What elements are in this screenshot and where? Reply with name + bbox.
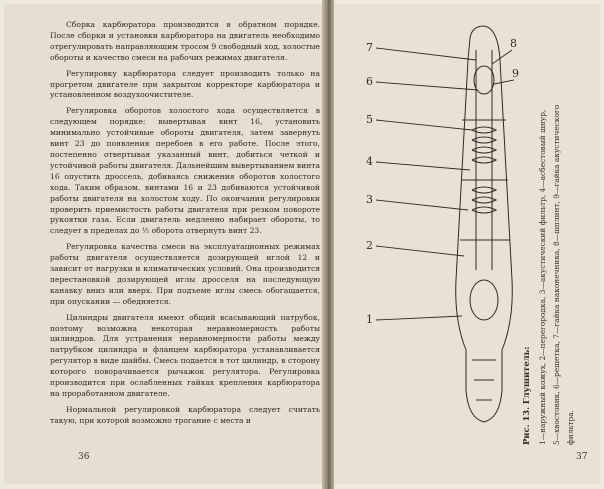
muffler-figure <box>352 20 522 440</box>
tail-pipe-shape <box>472 360 496 400</box>
page-number-right: 37 <box>576 452 588 462</box>
caption-line-1: 1—наружный кожух, 2—перегородка, 3—акустический фильтр, 4—асбестовый шнур, <box>538 109 547 445</box>
caption-title: Рис. 13. Глушитель: <box>521 346 531 445</box>
caption-line-2: 5—хвостовик, 6—решетка, 7—гайка наконечника, 8—шплинт, 9—гайка акустического <box>552 104 561 445</box>
callout-7: 7 <box>366 41 373 54</box>
paragraph-cylinders: Цилиндры двигателя имеют общий всасывающий патрубок, поэтому возможна некоторая неравномерность работы цилиндров. Для устранения неравномерности работы между патрубком цилиндра и фланцем карбюратора устанавливается регулятор в виде шайбы. Смесь подается в тот цилиндр, в сторону которого поворачивается рычажок регулятора. Регулировка производится при ослабленных гайках крепления карбюратора на проработанном двигателе. <box>50 312 320 398</box>
paragraph-idle-adjustment: Регулировка оборотов холостого хода осуществляется в следующем порядке: вывертывая винт 16, установить минимально устойчивые обороты двигателя, затем завернуть винт 23 до появления перебоев в его работе. После этого, постепенно отвертывая указанный винт, добиться четкой и устойчивой работы двигателя. Дальнейшим вывертыванием винта 16 опустить дроссель, добиваясь снижения оборотов холостого хода. Таким образом, винтами 16 и 23 добиваются устойчивой работы двигателя на холостом ходу. По окончании регулировки проверить приемистость работы двигателя при резком повороте рукоятки газа. Если двигатель медленно набирает обороты, то следует в пределах до ½ оборота отвернуть винт 23. <box>50 106 320 236</box>
callout-9: 9 <box>512 67 519 80</box>
paragraph-assembly: Сборка карбюратора производится в обратном порядке. После сборки и установки карбюратора на двигатель необходимо отрегулировать направляющим тросом 9 свободный ход, холостые обороты и качество смеси на рабочих режимах двигателя. <box>50 20 320 62</box>
callout-1: 1 <box>366 313 373 326</box>
callout-8: 8 <box>510 37 517 50</box>
left-page-text <box>50 20 320 432</box>
callout-2: 2 <box>366 239 373 252</box>
figure-caption <box>515 40 600 450</box>
caption-line-3: фильтра. <box>566 409 575 445</box>
caption-svg <box>515 40 600 450</box>
callout-3: 3 <box>366 193 373 206</box>
inner-wall-shape <box>476 50 492 270</box>
callout-4: 4 <box>366 155 373 168</box>
page-number-left: 36 <box>78 452 90 462</box>
paragraph-adjustment-conditions: Регулировку карбюратора следует производить только на прогретом двигателе при закрытом корректоре карбюратора и установленном воздухоочистителе. <box>50 68 320 100</box>
book-spine <box>322 0 334 489</box>
outer-casing-shape <box>456 26 513 422</box>
callout-6: 6 <box>366 75 373 88</box>
paragraph-mixture-quality: Регулировка качества смеси на эксплуатационных режимах работы двигателя осуществляется дозирующей иглой 12 и зависит от нагрузки и климатических условий. Она производится перестановкой дозирующей иглы дросселя на последующую канавку вниз или вверх. При подъеме иглы смесь обогащается, при опускании — обедняется. <box>50 242 320 306</box>
paragraph-normal-adjustment: Нормальной регулировкой карбюратора следует считать такую, при которой возможно трогание с места и <box>50 404 320 425</box>
callout-5: 5 <box>366 113 373 126</box>
muffler-drawing <box>352 20 522 440</box>
